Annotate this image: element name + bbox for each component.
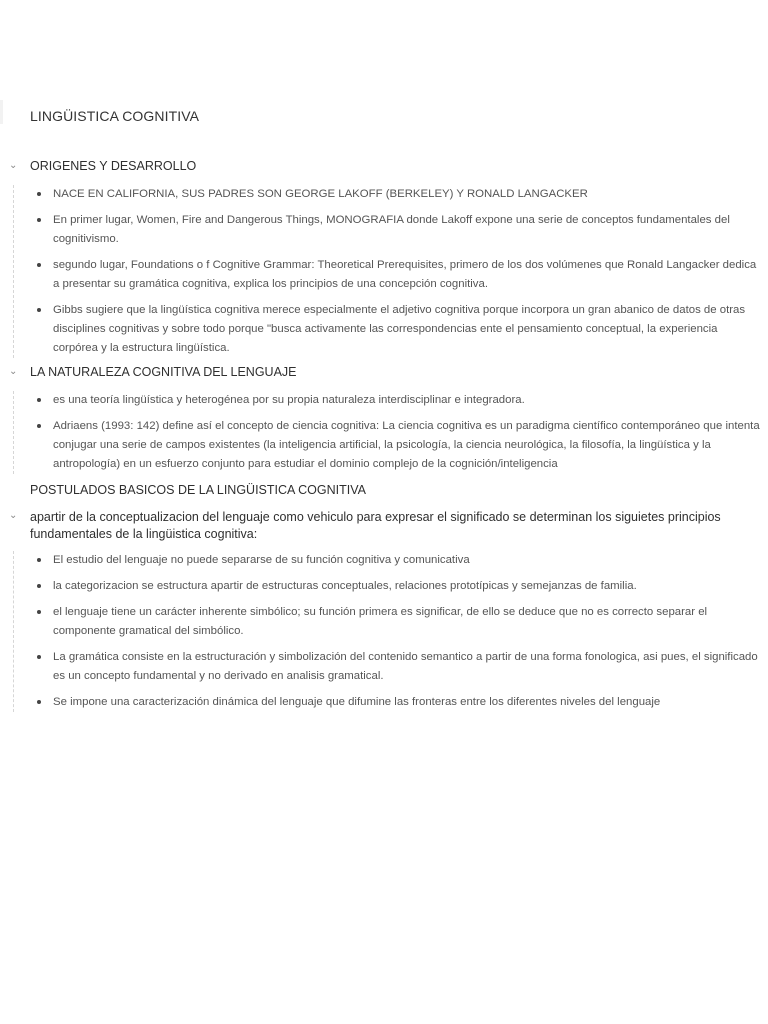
section-heading-label: ORIGENES Y DESARROLLO bbox=[30, 159, 197, 173]
bullet-icon bbox=[37, 558, 41, 562]
bullet-icon bbox=[37, 263, 41, 267]
chevron-down-icon[interactable]: ⌄ bbox=[9, 510, 18, 521]
chevron-down-icon[interactable]: ⌄ bbox=[9, 160, 18, 171]
bullet-icon bbox=[37, 655, 41, 659]
bullet-icon bbox=[37, 584, 41, 588]
list-item: es una teoría lingüística y heterogénea por su propia naturaleza interdisciplinar e integradora. bbox=[0, 391, 768, 410]
list-item: Adriaens (1993: 142) define así el concepto de ciencia cognitiva: La ciencia cognitiva es un paradigma científico contemporáneo que intenta conjugar una serie de campos existentes (la inteligencia artificial, la psicología, la ciencia neurológica, la filosofía, la lingüística y la antropología) en un esfuerzo conjunto para estudiar el dominio complejo de la cognición/inteligencia bbox=[0, 417, 768, 474]
section-items bbox=[0, 551, 768, 712]
title-accent bbox=[0, 100, 3, 124]
section-heading[interactable] bbox=[0, 509, 768, 543]
section-heading-label: POSTULADOS BASICOS DE LA LINGÜISTICA COGNITIVA bbox=[30, 483, 366, 497]
section-postulados bbox=[0, 483, 768, 503]
section-heading[interactable] bbox=[0, 159, 768, 179]
bullet-icon bbox=[37, 192, 41, 196]
section-heading-label: LA NATURALEZA COGNITIVA DEL LENGUAJE bbox=[30, 365, 297, 379]
list-item: En primer lugar, Women, Fire and Dangerous Things, MONOGRAFIA donde Lakoff expone una serie de conceptos fundamentales del cognitivismo. bbox=[0, 211, 768, 249]
list-item: Gibbs sugiere que la lingüística cognitiva merece especialmente el adjetivo cognitiva porque incorpora un gran abanico de datos de otras disciplines cognitivas y sobre todo porque "busca activamente las correspondencias ente el pensamiento conceptual, la experiencia corpórea y la estructura lingüística. bbox=[0, 301, 768, 358]
document-title: LINGÜISTICA COGNITIVA bbox=[30, 108, 200, 124]
list-item: la categorizacion se estructura apartir de estructuras conceptuales, relaciones prototípicas y semejanzas de familia. bbox=[0, 577, 768, 596]
section-heading[interactable] bbox=[0, 365, 768, 385]
section-principios bbox=[0, 509, 768, 719]
list-item: segundo lugar, Foundations o f Cognitive Grammar: Theoretical Prerequisites, primero de los dos volúmenes que Ronald Langacker dedica a presentar su gramática cognitiva, explica los principios de una concepción cognitiva. bbox=[0, 256, 768, 294]
bullet-icon bbox=[37, 218, 41, 222]
section-naturaleza bbox=[0, 365, 768, 481]
list-item: NACE EN CALIFORNIA, SUS PADRES SON GEORGE LAKOFF (BERKELEY) Y RONALD LANGACKER bbox=[0, 185, 768, 204]
list-item: La gramática consiste en la estructuración y simbolización del contenido semantico a partir de una forma fonologica, asi pues, el significado es un concepto fundamental y no derivado en analisis gramatical. bbox=[0, 648, 768, 686]
chevron-down-icon[interactable]: ⌄ bbox=[9, 366, 18, 377]
list-item: Se impone una caracterización dinámica del lenguaje que difumine las fronteras entre los diferentes niveles del lenguaje bbox=[0, 693, 768, 712]
section-origenes bbox=[0, 159, 768, 365]
bullet-icon bbox=[37, 700, 41, 704]
bullet-icon bbox=[37, 398, 41, 402]
section-items bbox=[0, 185, 768, 358]
bullet-icon bbox=[37, 424, 41, 428]
list-item: el lenguaje tiene un carácter inherente simbólico; su función primera es significar, de ello se deduce que no es correcto separar el componente gramatical del simbólico. bbox=[0, 603, 768, 641]
section-items bbox=[0, 391, 768, 474]
list-item: El estudio del lenguaje no puede separarse de su función cognitiva y comunicativa bbox=[0, 551, 768, 570]
bullet-icon bbox=[37, 308, 41, 312]
section-heading bbox=[0, 483, 768, 503]
section-heading-label: apartir de la conceptualizacion del lenguaje como vehiculo para expresar el significado se determinan los siguietes principios fundamentales de la lingüistica cognitiva: bbox=[30, 510, 721, 541]
bullet-icon bbox=[37, 610, 41, 614]
